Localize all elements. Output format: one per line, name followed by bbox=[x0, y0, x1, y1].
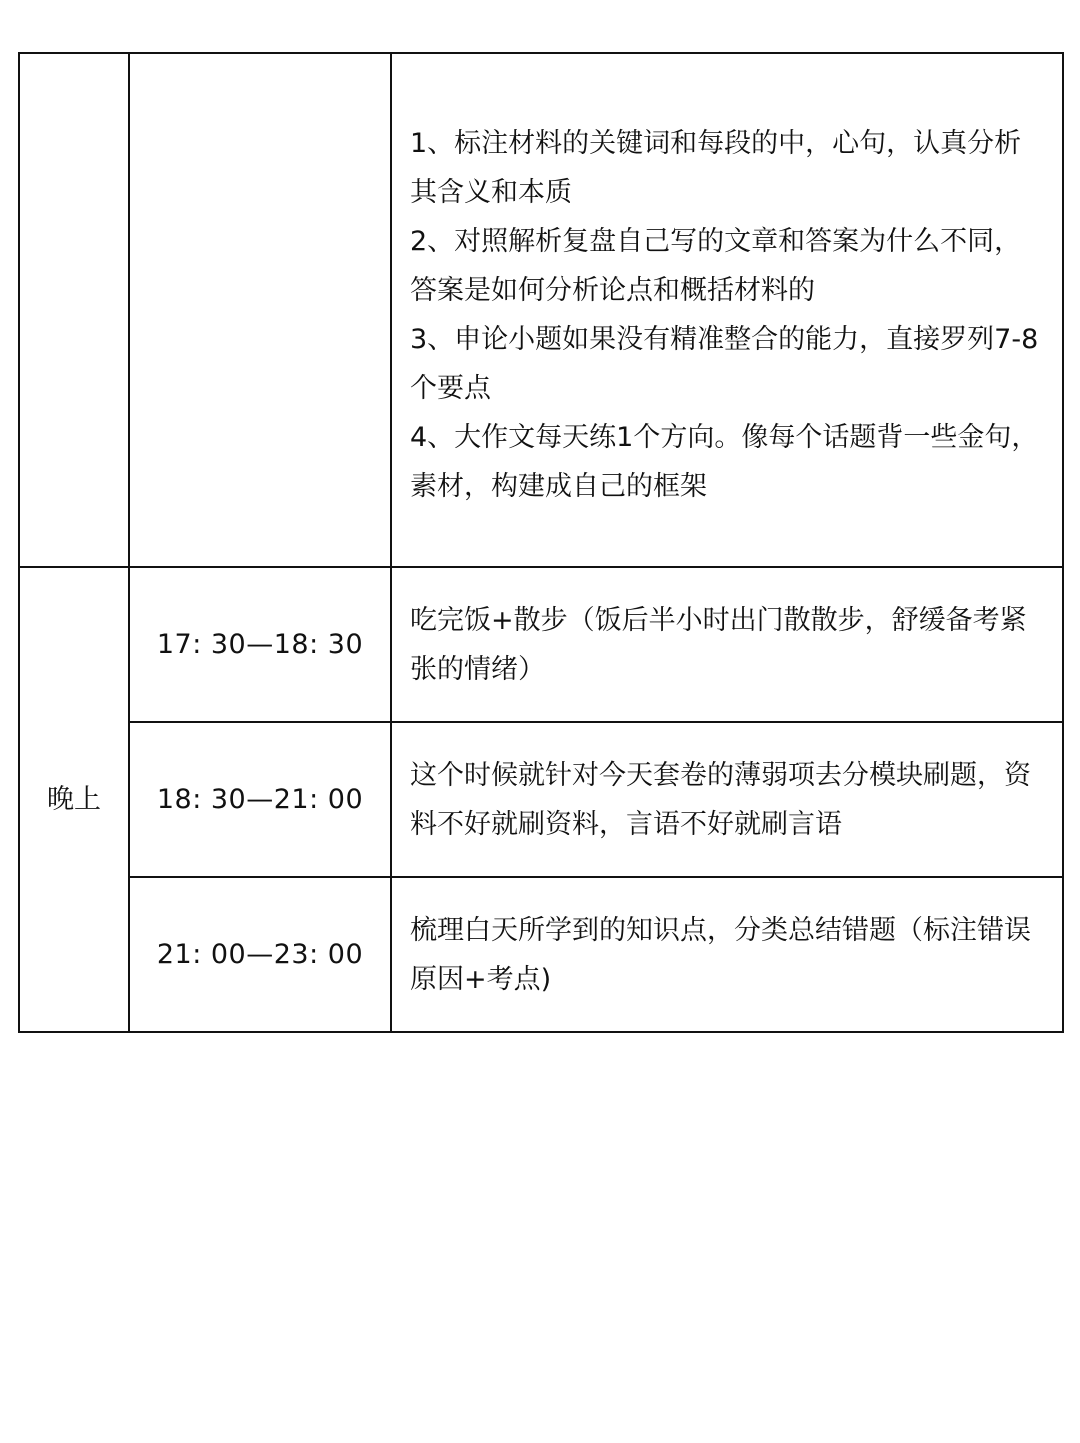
detail-item: 吃完饭+散步（饭后半小时出门散散步，舒缓备考紧张的情绪） bbox=[410, 604, 1027, 685]
period-cell: 晚上 bbox=[19, 567, 129, 1032]
detail-item: 梳理白天所学到的知识点，分类总结错题（标注错误原因+考点) bbox=[410, 914, 1031, 995]
detail-cell bbox=[391, 53, 1063, 567]
detail-item: 3、申论小题如果没有精准整合的能力，直接罗列7-8个要点 bbox=[410, 324, 1039, 404]
detail-cell bbox=[391, 877, 1063, 1032]
table-row bbox=[19, 877, 1063, 1032]
detail-item: 这个时候就针对今天套卷的薄弱项去分模块刷题，资料不好就刷资料，言语不好就刷言语 bbox=[410, 759, 1031, 840]
time-cell: 18: 30—21: 00 bbox=[129, 722, 391, 877]
time-cell: 17: 30—18: 30 bbox=[129, 567, 391, 722]
time-cell bbox=[129, 53, 391, 567]
table-row bbox=[19, 53, 1063, 567]
time-cell: 21: 00—23: 00 bbox=[129, 877, 391, 1032]
detail-item: 4、大作文每天练1个方向。像每个话题背一些金句，素材，构建成自己的框架 bbox=[410, 422, 1039, 502]
detail-cell bbox=[391, 567, 1063, 722]
table-row bbox=[19, 567, 1063, 722]
detail-item: 1、标注材料的关键词和每段的中，心句，认真分析其含义和本质 bbox=[410, 128, 1022, 208]
period-cell bbox=[19, 53, 129, 567]
table-row bbox=[19, 722, 1063, 877]
detail-item: 2、对照解析复盘自己写的文章和答案为什么不同，答案是如何分析论点和概括材料的 bbox=[410, 226, 1022, 306]
detail-cell bbox=[391, 722, 1063, 877]
schedule-table bbox=[18, 52, 1064, 1033]
